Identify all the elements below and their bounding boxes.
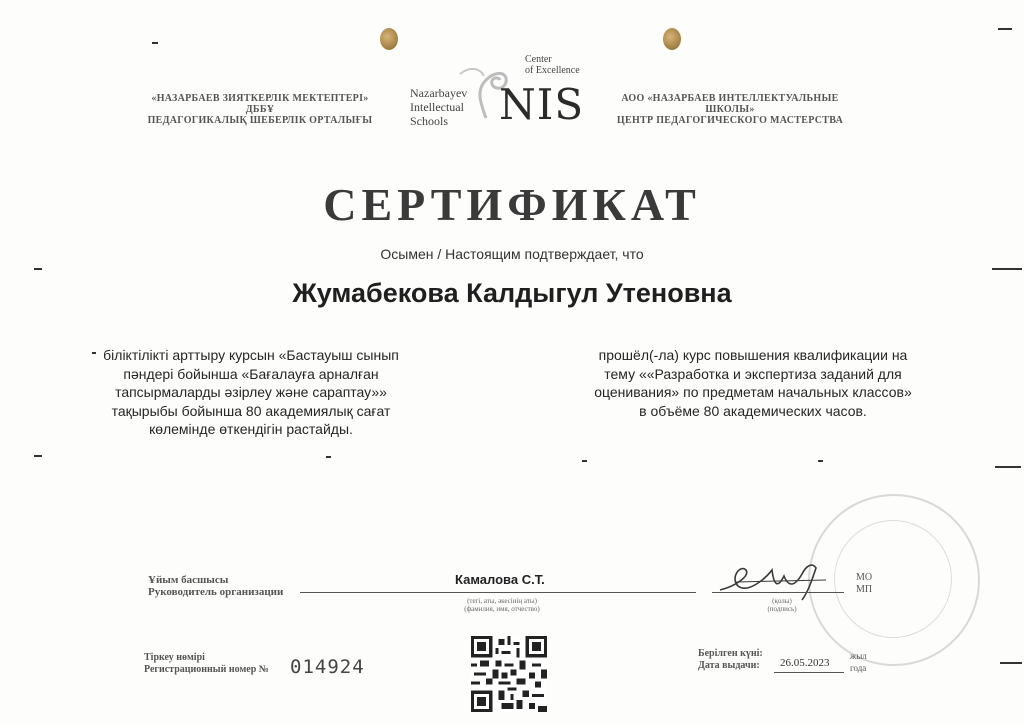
body-ru-line: тему ««Разработка и экспертиза заданий для (604, 365, 902, 382)
issued-label (698, 648, 763, 672)
body-text-ru (568, 346, 938, 420)
issued-label-ru: Дата выдачи: (698, 660, 760, 671)
head-signature-line (300, 592, 696, 593)
body-text-kz (86, 346, 416, 439)
scan-speck (818, 460, 823, 462)
stamp-place-ru: МП (856, 584, 873, 595)
year-label-kz: жыл (850, 651, 867, 661)
logo-center-line2: of Excellence (525, 65, 580, 76)
sign-caption-kz: (қолы) (772, 597, 792, 605)
nis-logo (404, 52, 594, 136)
recipient-name: Жумабекова Калдыгул Утеновна (292, 278, 732, 308)
scan-speck (582, 460, 587, 462)
org-name-ru (600, 93, 860, 126)
logo-name-line1: Nazarbayev (410, 86, 468, 100)
stamp-place-kz: МО (856, 572, 873, 583)
punch-hole-right (663, 28, 681, 50)
logo-center-line1: Center (525, 54, 552, 65)
scan-speck (34, 455, 42, 457)
logo-abbr: NIS (499, 80, 585, 129)
reg-label (144, 652, 269, 676)
body-kz-line: тапсырмаларды әзірлеу және сараптау»» (115, 384, 387, 400)
registration-number: 014924 (290, 656, 365, 678)
org-name-kz (140, 93, 380, 126)
certificate-title: СЕРТИФИКАТ (323, 179, 701, 230)
body-kz-line: пәндері бойынша «Бағалауға арналған (123, 365, 379, 382)
head-label (148, 574, 283, 598)
org-name-ru-line2: ЦЕНТР ПЕДАГОГИЧЕСКОГО МАСТЕРСТВА (616, 115, 844, 126)
name-caption (452, 597, 552, 613)
punch-hole-left (380, 28, 398, 50)
name-caption-ru: (фамилия, имя, отчество) (464, 605, 540, 613)
issue-date: 26.05.2023 (780, 657, 830, 669)
qr-code-icon (471, 636, 547, 712)
sign-caption (752, 597, 812, 613)
issued-label-kz: Берілген күні: (698, 648, 763, 659)
head-label-kz: Ұйым басшысы (148, 574, 229, 586)
year-label-ru: года (850, 663, 867, 673)
body-kz-line: тақырыбы бойынша 80 академиялық сағат (111, 402, 391, 419)
signature-line (712, 592, 844, 593)
scan-speck (326, 456, 331, 458)
body-kz-line: біліктілікті арттыру курсын «Бастауыш сынып (103, 347, 399, 363)
scan-speck (998, 28, 1012, 30)
org-name-kz-line2: ПЕДАГОГИКАЛЫҚ ШЕБЕРЛІК ОРТАЛЫҒЫ (147, 115, 373, 126)
scan-speck (1000, 662, 1022, 664)
sign-caption-ru: (подпись) (767, 605, 797, 613)
date-line (774, 672, 844, 673)
seal-inner-ring (834, 520, 952, 638)
stamp-place-label (856, 572, 872, 596)
body-ru-line: в объёме 80 академических часов. (639, 402, 867, 419)
scan-speck (34, 268, 42, 270)
reg-label-kz: Тіркеу нөмірі (144, 652, 205, 663)
logo-school-name (410, 86, 467, 128)
body-ru-line: прошёл(-ла) курс повышения квалификации на (598, 347, 908, 363)
body-kz-line: көлемінде өткендігін растайды. (149, 421, 353, 437)
logo-name-line3: Schools (410, 114, 449, 128)
scan-speck (152, 42, 158, 44)
director-name: Камалова С.Т. (455, 572, 545, 587)
body-ru-line: оценивания» по предметам начальных классов» (594, 384, 912, 400)
scan-speck (995, 466, 1021, 468)
scan-speck (992, 268, 1022, 270)
year-label (850, 650, 867, 674)
head-label-ru: Руководитель организации (148, 586, 284, 598)
logo-center-label (525, 54, 580, 76)
org-name-ru-line1: АОО «НАЗАРБАЕВ ИНТЕЛЛЕКТУАЛЬНЫЕ ШКОЛЫ» (621, 93, 839, 115)
name-caption-kz: (тегі, аты, әкесінің аты) (467, 597, 537, 605)
reg-label-ru: Регистрационный номер № (144, 664, 269, 675)
certificate-subtitle: Осымен / Настоящим подтверждает, что (380, 246, 644, 262)
logo-name-line2: Intellectual (410, 100, 464, 114)
org-name-kz-line1: «НАЗАРБАЕВ ЗИЯТКЕРЛІК МЕКТЕПТЕРІ» ДББҰ (151, 93, 369, 115)
